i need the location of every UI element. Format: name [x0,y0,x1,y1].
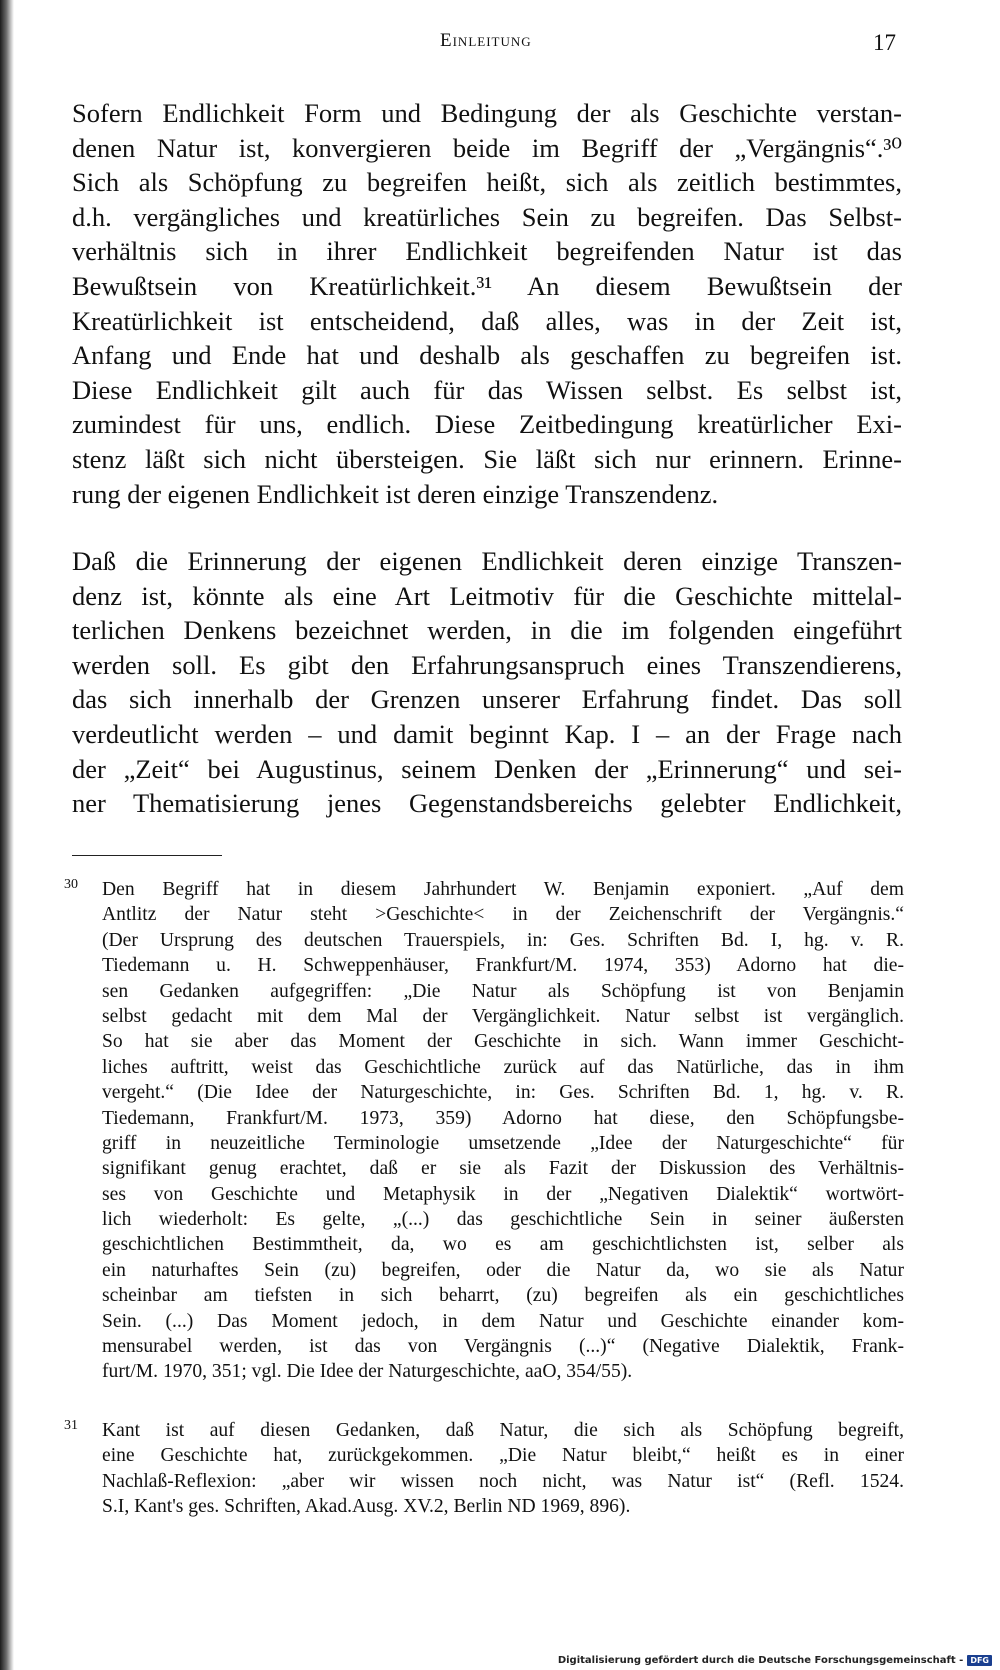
footnote-line: scheinbar am tiefsten in sich beharrt, (zu) begreifen als ein geschichtliches [102,1285,904,1307]
footnote-divider [72,855,222,856]
text-line: Bewußtsein von Kreatürlichkeit.³¹ An diesem Bewußtsein der [72,270,902,301]
text-line: denz ist, könnte als eine Art Leitmotiv für die Geschichte mittelal- [72,580,902,611]
text-line: Anfang und Ende hat und deshalb als geschaffen zu begreifen ist. [72,340,902,371]
text-line: zumindest für uns, endlich. Diese Zeitbedingung kreatürlicher Exi- [72,409,902,440]
footnote-line: lich wiederholt: Es gelte, „(...) das geschichtliche Sein in seiner äußersten [102,1209,904,1231]
text-line: verhältnis sich in ihrer Endlichkeit begreifenden Natur ist das [72,236,902,267]
footnote-line: Kant ist auf diesen Gedanken, daß Natur, die sich als Schöpfung begreift, [102,1420,904,1441]
text-line: d.h. vergängliches und kreatürliches Sein zu begreifen. Das Selbst- [72,201,902,232]
footnote-text [102,1418,904,1520]
text-line: verdeutlicht werden – und damit beginnt Kap. I – an der Frage nach [72,718,902,749]
text-line: werden soll. Es gibt den Erfahrungsanspruch eines Transzendierens, [72,649,902,680]
text-line: ner Thematisierung jenes Gegenstandsbereichs gelebter Endlichkeit, [72,788,902,819]
footnote-line: Sein. (...) Das Moment jedoch, in dem Natur und Geschichte einander kom- [102,1310,904,1332]
footnote-line: mensurabel werden, ist das von Vergängnis (...)“ (Negative Dialektik, Frank- [102,1336,904,1358]
text-line: Sofern Endlichkeit Form und Bedingung der als Geschichte verstan- [72,98,902,128]
running-head: Einleitung [440,30,532,51]
digitization-credit [558,1655,992,1666]
footnote-line: liches auftritt, weist das Geschichtliche zurück auf das Natürliche, das in ihm [102,1056,904,1078]
text-line: der „Zeit“ bei Augustinus, seinem Denken der „Erinnerung“ und sei- [72,753,902,784]
footnote-line: griff in neuzeitliche Terminologie umsetzende „Idee der Naturgeschichte“ für [102,1132,904,1154]
body-paragraph-2 [72,544,902,821]
footnote-line: ein naturhaftes Sein (zu) begreifen, oder die Natur da, wo sie als Natur [102,1259,904,1281]
footnote-number: 31 [64,1418,78,1433]
footnote-line: vergeht.“ (Die Idee der Naturgeschichte, in: Ges. Schriften Bd. 1, hg. v. R. [102,1082,904,1104]
footnote-line: (Der Ursprung des deutschen Trauerspiels, in: Ges. Schriften Bd. I, hg. v. R. [102,929,904,951]
footnote-line: Tiedemann, Frankfurt/M. 1973, 359) Adorno hat diese, den Schöpfungsbe- [102,1107,904,1129]
text-line: terlichen Denkens bezeichnet werden, in die im folgenden eingeführt [72,615,902,646]
text-line: das sich innerhalb der Grenzen unserer Erfahrung findet. Das soll [72,684,902,715]
text-line: Daß die Erinnerung der eigenen Endlichkeit deren einzige Transzen- [72,546,902,576]
footnote-line: Nachlaß-Reflexion: „aber wir wissen noch nicht, was Natur ist“ (Refl. 1524. [102,1470,904,1492]
footnote-line: So hat sie aber das Moment der Geschichte in sich. Wann immer Geschicht- [102,1031,904,1053]
page-number: 17 [873,30,896,55]
footnote-line: eine Geschichte hat, zurückgekommen. „Die Natur bleibt,“ heißt es in einer [102,1445,904,1467]
footnote-line: ses von Geschichte und Metaphysik in der „Negativen Dialektik“ wortwört- [102,1183,904,1205]
footnote-line: furt/M. 1970, 351; vgl. Die Idee der Naturgeschichte, aaO, 354/55). [102,1361,633,1383]
footnote-line: signifikant genug erachtet, daß er sie als Fazit der Diskussion des Verhältnis- [102,1158,904,1180]
text-line: stenz läßt sich nicht übersteigen. Sie läßt sich nur erinnern. Erinne- [72,443,902,474]
footnote-line: Den Begriff hat in diesem Jahrhundert W. Benjamin exponiert. „Auf dem [102,879,904,900]
footnote-line: Tiedemann u. H. Schweppenhäuser, Frankfurt/M. 1974, 353) Adorno hat die- [102,955,904,977]
footnote-text [102,877,904,1385]
text-line: denen Natur ist, konvergieren beide im Begriff der „Vergängnis“.³⁰ [72,132,902,163]
text-line: Sich als Schöpfung zu begreifen heißt, sich als zeitlich bestimmtes, [72,167,902,198]
body-paragraph-1 [72,96,902,511]
dfg-logo: DFG [967,1655,992,1666]
footnote-line: geschichtlichen Bestimmtheit, da, wo es am geschichtlichsten ist, selber als [102,1234,904,1256]
credit-text: Digitalisierung gefördert durch die Deutsche Forschungsgemeinschaft - [557,1655,964,1666]
text-line: Diese Endlichkeit gilt auch für das Wissen selbst. Es selbst ist, [72,374,902,405]
footnote-number: 30 [64,877,78,892]
footnote-line: sen Gedanken aufgegriffen: „Die Natur als Schöpfung ist von Benjamin [102,980,904,1002]
text-line: rung der eigenen Endlichkeit ist deren einzige Transzendenz. [72,478,719,509]
footnote-line: Antlitz der Natur steht >Geschichte< in der Zeichenschrift der Vergängnis.“ [102,904,904,926]
footnote-line: S.I, Kant's ges. Schriften, Akad.Ausg. XV.2, Berlin ND 1969, 896). [102,1496,631,1518]
footnote-line: selbst gedacht mit dem Mal der Vergänglichkeit. Natur selbst ist vergänglich. [102,1005,904,1027]
text-line: Kreatürlichkeit ist entscheidend, daß alles, was in der Zeit ist, [72,305,902,336]
